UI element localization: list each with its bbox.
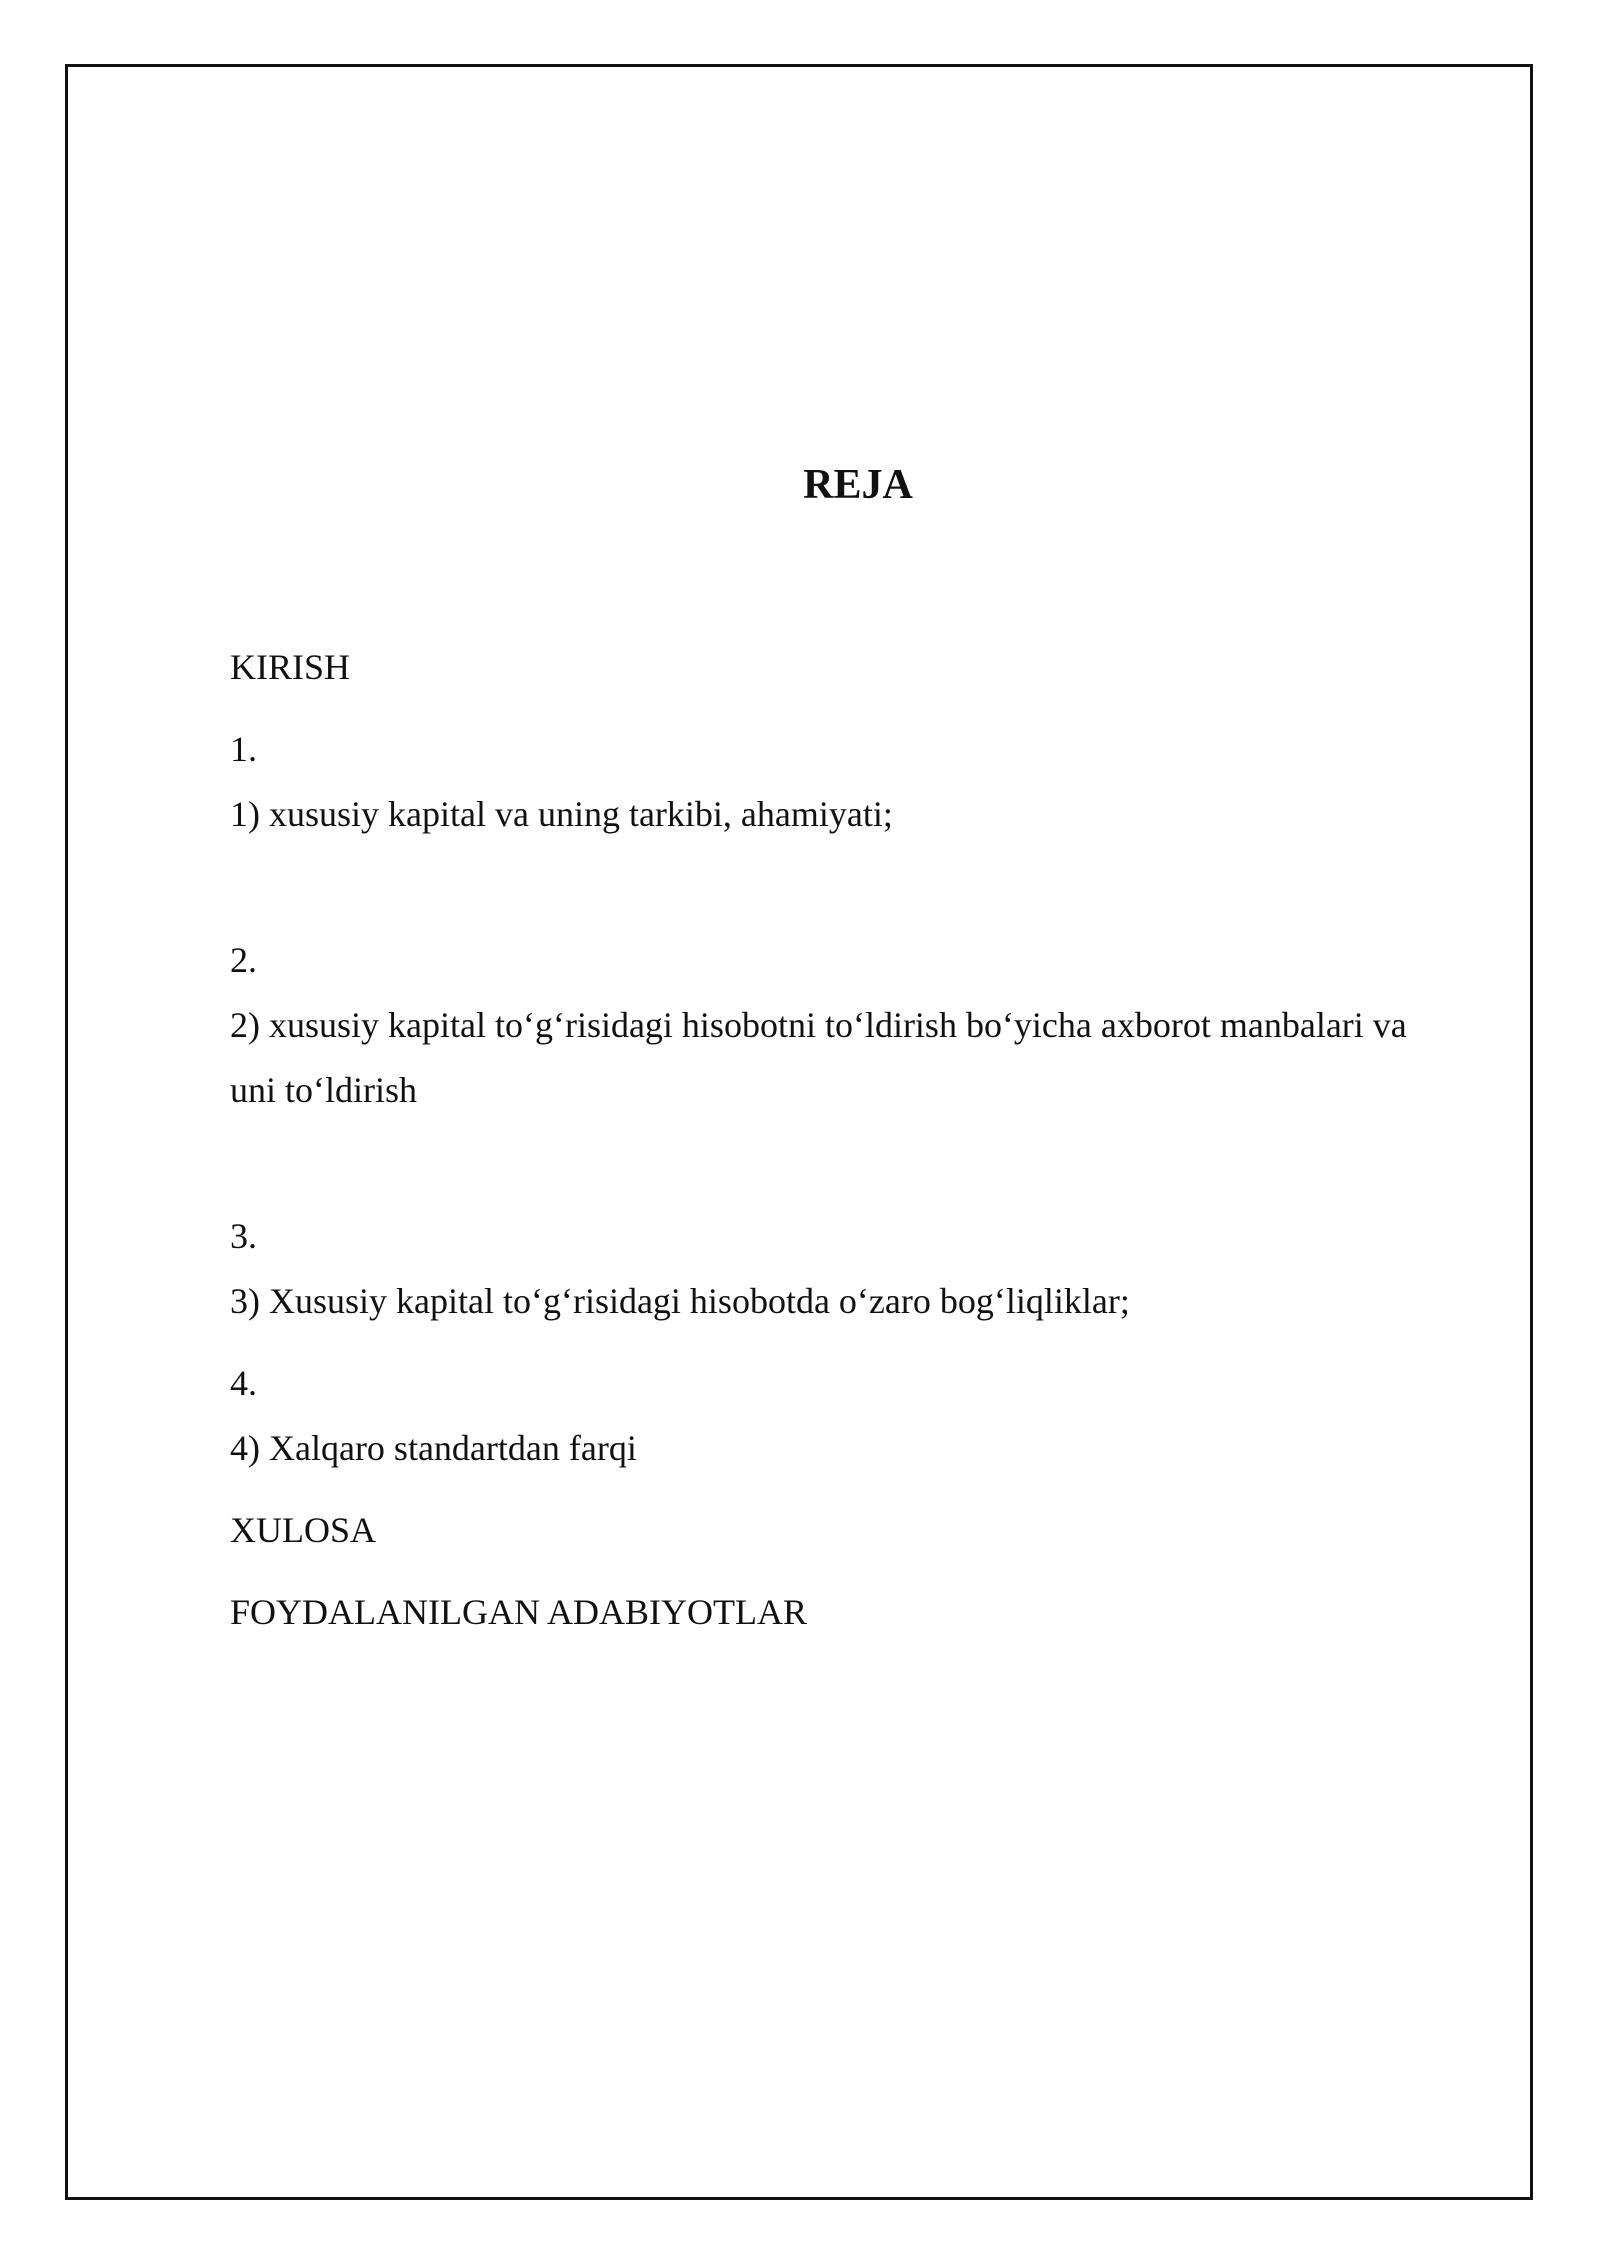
references-heading: FOYDALANILGAN ADABIYOTLAR [230, 1592, 807, 1632]
section-3-number: 3. [230, 1216, 257, 1256]
section-2-text-line2: uni to‘ldirish [230, 1070, 417, 1110]
section-3-text: 3) Xususiy kapital to‘g‘risidagi hisobotda o‘zaro bog‘liqliklar; [230, 1281, 1130, 1321]
intro-heading: KIRISH [230, 647, 351, 687]
section-1-text: 1) xususiy kapital va uning tarkibi, ahamiyati; [230, 794, 893, 834]
section-4-text: 4) Xalqaro standartdan farqi [230, 1428, 637, 1468]
section-2-number: 2. [230, 940, 257, 980]
page-border [65, 64, 1533, 2200]
conclusion-heading: XULOSA [230, 1510, 377, 1550]
section-2-text-line1: 2) xususiy kapital to‘g‘risidagi hisobotni to‘ldirish bo‘yicha axborot manbalari va [230, 1005, 1407, 1045]
section-4-number: 4. [230, 1363, 257, 1403]
section-1-number: 1. [230, 729, 257, 769]
page-title: REJA [803, 462, 913, 508]
